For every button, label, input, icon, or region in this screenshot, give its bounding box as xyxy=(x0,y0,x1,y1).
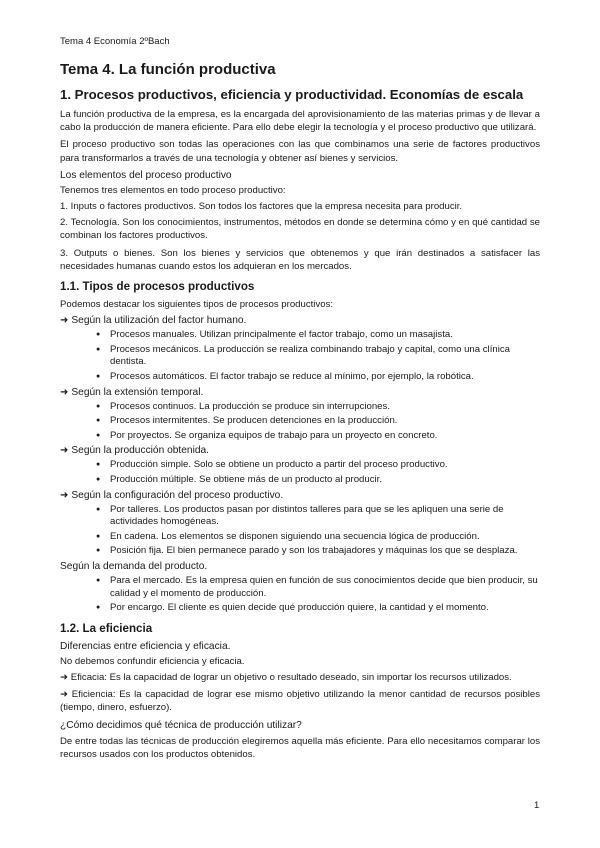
list-item: ● Producción simple. Solo se obtiene un producto a partir del proceso productivo. xyxy=(96,459,540,472)
list-item: ● Por encargo. El cliente es quien decide qué producción quiere, la cantidad y el momento. xyxy=(96,602,540,615)
eficacia-definition: ➜ Eficacia: Es la capacidad de lograr un objetivo o resultado deseado, sin importar los recursos utilizados. xyxy=(60,671,512,683)
list-item: ● Producción múltiple. Se obtiene más de un producto al producir. xyxy=(96,474,540,487)
page-content xyxy=(60,60,540,765)
element-inputs: 1. Inputs o factores productivos. Son todos los factores que la empresa necesita para producir. xyxy=(60,201,463,213)
list-item: ● Por talleres. Los productos pasan por distintos talleres para que se les apliquen una serie de actividades homogéneas. xyxy=(96,504,540,529)
elements-heading: Los elementos del proceso productivo xyxy=(60,169,232,181)
page-number: 1 xyxy=(534,800,540,811)
bullet-list xyxy=(60,459,540,486)
paragraph-proceso-productivo: El proceso productivo son todas las operaciones con las que combinamos una serie de factores productivos para transformarlos a través de una tecnología y obtener así bienes y servicios. xyxy=(60,139,540,164)
element-tecnologia: 2. Tecnología. Son los conocimientos, instrumentos, métodos en donde se determina cómo y en qué cantidad se combinan los factores productivos. xyxy=(60,217,540,242)
technique-answer: De entre todas las técnicas de producción elegiremos aquella más eficiente. Para ello necesitamos comparar los recursos usados con los productos obtenidos. xyxy=(60,735,540,760)
efficiency-subheading: Diferencias entre eficiencia y eficacia. xyxy=(60,640,231,652)
eficiencia-definition: ➜ Eficiencia: Es la capacidad de lograr ese mismo objetivo utilizando la menor cantidad de recursos posibles (tiempo, dinero, esfuerzo). xyxy=(60,689,540,714)
types-intro: Podemos destacar los siguientes tipos de procesos productivos: xyxy=(60,299,334,311)
bullet-list xyxy=(60,329,540,383)
element-outputs: 3. Outputs o bienes. Son los bienes y servicios que obtenemos y que irán destinados a satisfacer las necesidades humanas cuando estos los adquieran en los mercados. xyxy=(60,247,540,272)
bullet-list xyxy=(60,504,540,558)
section-1-heading: 1. Procesos productivos, eficiencia y productividad. Economías de escala xyxy=(60,87,524,102)
page-header: Tema 4 Economía 2ºBach xyxy=(60,36,170,47)
document-title: Tema 4. La función productiva xyxy=(60,61,276,78)
list-item: ● Por proyectos. Se organiza equipos de trabajo para un proyecto en concreto. xyxy=(96,430,540,443)
elements-intro: Tenemos tres elementos en todo proceso productivo: xyxy=(60,184,286,196)
bullet-list xyxy=(60,401,540,443)
list-item: ● Procesos manuales. Utilizan principalmente el factor trabajo, como un masajista. xyxy=(96,329,540,342)
group-title: Según la demanda del producto. xyxy=(60,560,208,572)
list-item: ● Procesos intermitentes. Se producen detenciones en la producción. xyxy=(96,415,540,428)
list-item: ● Para el mercado. Es la empresa quien en función de sus conocimientos decide que bien producir, su calidad y el momento de producción. xyxy=(96,575,540,600)
efficiency-note: No debemos confundir eficiencia y eficacia. xyxy=(60,655,245,667)
group-title: ➜ Según la producción obtenida. xyxy=(60,445,210,457)
list-item: ● En cadena. Los elementos se disponen siguiendo una secuencia lógica de producción. xyxy=(96,531,540,544)
group-title: ➜ Según la configuración del proceso productivo. xyxy=(60,489,284,501)
technique-question: ¿Cómo decidimos qué técnica de producción utilizar? xyxy=(60,719,302,731)
list-item: ● Posición fija. El bien permanece parado y son los trabajadores y máquinas los que se desplaza. xyxy=(96,545,540,558)
group-title: ➜ Según la utilización del factor humano. xyxy=(60,315,247,327)
group-title: ➜ Según la extensión temporal. xyxy=(60,386,204,398)
paragraph-funcion-productiva: La función productiva de la empresa, es la encargada del aprovisionamiento de las materias primas y de llevar a cabo la producción de manera eficiente. Para ello debe elegir la tecnología y el proceso productivo que utilizará. xyxy=(60,109,540,134)
bullet-list xyxy=(60,575,540,615)
list-item: ● Procesos automáticos. El factor trabajo se reduce al mínimo, por ejemplo, la robótica. xyxy=(96,371,540,384)
list-item: ● Procesos continuos. La producción se produce sin interrupciones. xyxy=(96,401,540,414)
section-1-1-heading: 1.1. Tipos de procesos productivos xyxy=(60,280,255,294)
section-1-2-heading: 1.2. La eficiencia xyxy=(60,621,153,635)
list-item: ● Procesos mecánicos. La producción se realiza combinando trabajo y capital, como una clínica dentista. xyxy=(96,344,540,369)
